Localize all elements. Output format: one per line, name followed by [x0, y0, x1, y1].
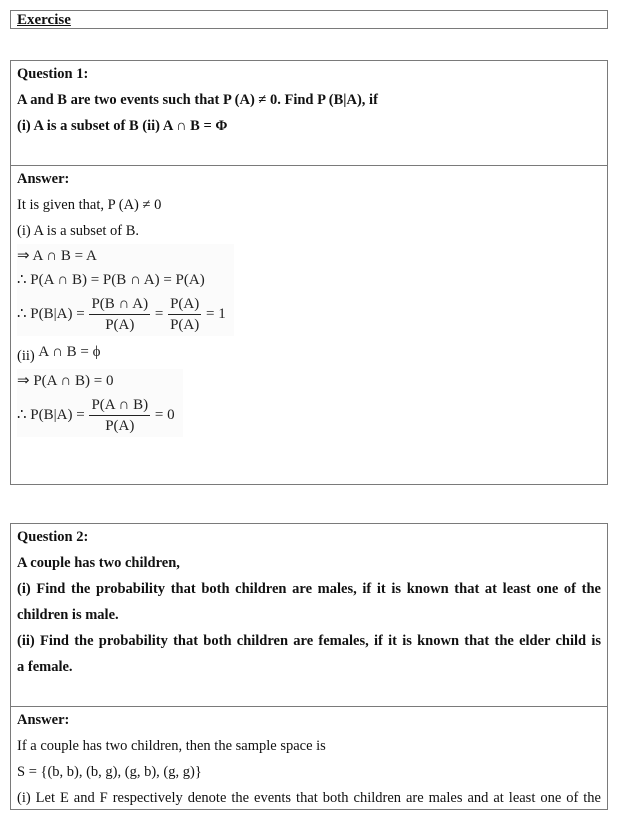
fraction-denominator: P(A) — [105, 418, 135, 435]
answer-1-part1-intro: (i) A is a subset of B. — [17, 223, 140, 239]
question-1-line: A and B are two events such that P (A) ≠ 0. Find P (B|A), if — [17, 92, 378, 108]
answer-2-line: (i) Let E and F respectively denote the events that both children are males and at least one of the — [17, 790, 601, 806]
question-1-line: (i) A is a subset of B (ii) A ∩ B = Φ — [17, 118, 228, 134]
question-2-line: A couple has two children, — [17, 555, 180, 571]
fraction — [89, 395, 150, 436]
exercise-header — [10, 10, 608, 29]
question-2-cell — [11, 524, 607, 706]
fraction-numerator: P(A) — [168, 294, 201, 315]
question-1-block — [10, 60, 608, 485]
math-step-fraction — [17, 292, 226, 336]
math-step: ∴ P(A ∩ B) = P(B ∩ A) = P(A) — [17, 272, 205, 288]
answer-2-line: S = {(b, b), (b, g), (g, b), (g, g)} — [17, 764, 202, 780]
fraction — [89, 294, 150, 335]
fraction — [168, 294, 201, 335]
math-step: ⇒ P(A ∩ B) = 0 — [17, 373, 114, 389]
answer-1-part1-math — [17, 244, 234, 336]
answer-1-given: It is given that, P (A) ≠ 0 — [17, 197, 162, 213]
answer-2-line: If a couple has two children, then the sample space is — [17, 738, 326, 754]
part2-label: (ii) — [17, 348, 35, 364]
answer-1-label: Answer: — [17, 171, 70, 187]
math-lhs: ∴ P(B|A) = — [17, 407, 85, 423]
question-2-line: children is male. — [17, 607, 119, 623]
question-2-line: (i) Find the probability that both children are males, if it is known that at least one of the — [17, 581, 601, 597]
question-2-line: a female. — [17, 659, 73, 675]
question-2-block — [10, 523, 608, 810]
fraction-numerator: P(A ∩ B) — [89, 395, 150, 416]
answer-1-cell — [11, 165, 607, 484]
question-2-label: Question 2: — [17, 529, 89, 545]
math-lhs: ∴ P(B|A) = — [17, 306, 85, 322]
fraction-numerator: P(B ∩ A) — [89, 294, 150, 315]
math-step: A ∩ B = ϕ — [38, 344, 101, 360]
fraction-denominator: P(A) — [105, 317, 135, 334]
fraction-denominator: P(A) — [170, 317, 200, 334]
answer-2-label: Answer: — [17, 712, 70, 728]
math-step: ⇒ A ∩ B = A — [17, 248, 97, 264]
exercise-title: Exercise — [17, 12, 71, 28]
question-1-cell — [11, 61, 607, 165]
answer-2-cell — [11, 706, 607, 809]
math-step-fraction — [17, 393, 175, 437]
answer-1-part2-math — [17, 369, 183, 437]
math-result: = 0 — [154, 407, 175, 423]
answer-1-part2-line — [17, 340, 601, 369]
math-result: = 1 — [206, 306, 226, 322]
question-2-line: (ii) Find the probability that both children are females, if it is known that the elder child is — [17, 633, 601, 649]
math-equals: = — [154, 306, 164, 322]
question-1-label: Question 1: — [17, 66, 89, 82]
